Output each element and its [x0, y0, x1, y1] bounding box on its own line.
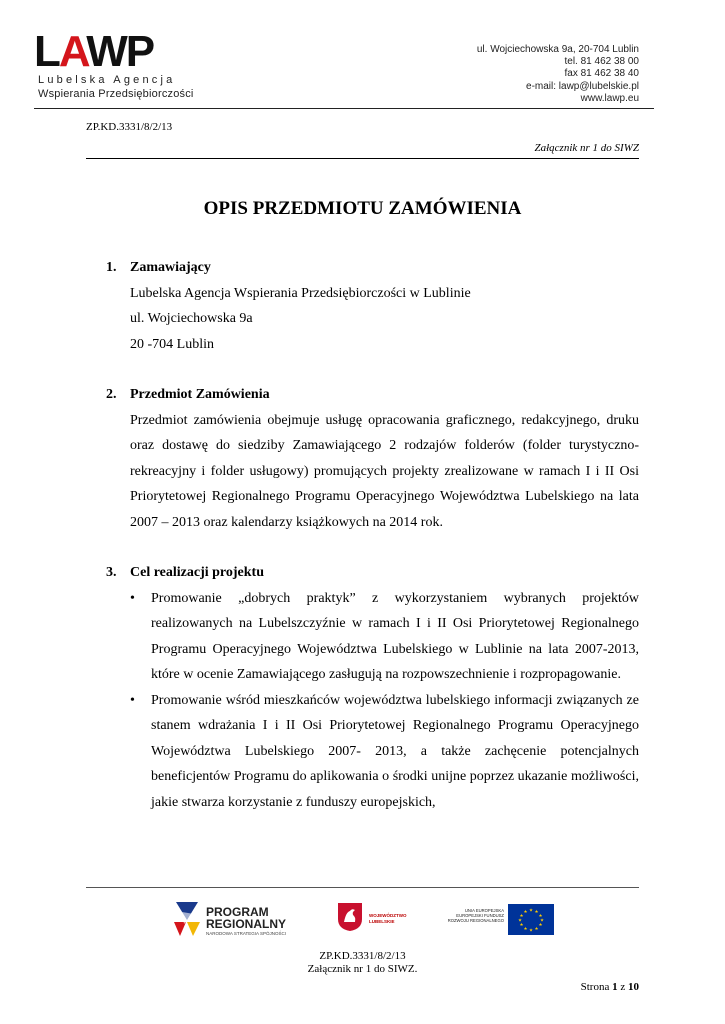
section-cel	[106, 560, 639, 815]
section-heading	[106, 382, 639, 408]
svg-text:★: ★	[534, 910, 539, 915]
annex-label: Załącznik nr 1 do SIWZ	[534, 142, 639, 154]
contact-phone: tel. 81 462 38 00	[564, 56, 639, 68]
logo-line-1: Lubelska Agencja	[38, 74, 176, 86]
page-current: 1	[612, 981, 618, 993]
footer-reference	[0, 950, 725, 976]
svg-text:★: ★	[517, 918, 523, 924]
contact-block	[477, 44, 639, 105]
section-title: Przedmiot Zamówienia	[130, 387, 270, 402]
list-item-text: Promowanie wśród mieszkańców województwa lubelskiego informacji związanych ze stanem wdrażania I i II Osi Priorytetowej Regionalnego Programu Operacyjnego Województwa Lubelskiego 2007- 2013, a także zachęcenie potencjalnych beneficjentów Programu do aplikowania o środki unijne poprzez ukazanie możliwości, jakie stwarza korzystanie z funduszy europejskich,	[151, 692, 639, 810]
text-line: ul. Wojciechowska 9a	[130, 311, 253, 326]
section-heading	[106, 255, 639, 281]
document-body	[106, 255, 639, 815]
svg-text:★: ★	[519, 914, 524, 919]
svg-text:★: ★	[519, 923, 524, 928]
section-zamawiajacy	[106, 255, 639, 357]
list-item	[130, 688, 639, 816]
program-regionalny-icon	[172, 900, 202, 938]
section-text	[130, 281, 639, 358]
section-number: 3.	[106, 565, 117, 580]
footer-divider	[86, 887, 639, 888]
wojewodztwo-text: WOJEWÓDZTWO LUBELSKIE	[369, 913, 407, 924]
section-title: Zamawiający	[130, 260, 211, 275]
section-przedmiot	[106, 382, 639, 535]
document-reference: ZP.KD.3331/8/2/13	[86, 121, 173, 133]
svg-text:★: ★	[534, 927, 539, 932]
contact-website[interactable]: www.lawp.eu	[580, 92, 639, 104]
bullet-list	[130, 586, 639, 816]
footer-annex: Załącznik nr 1 do SIWZ.	[307, 963, 418, 975]
svg-text:★: ★	[528, 928, 534, 934]
page-total: 10	[628, 981, 639, 993]
section-paragraph: Przedmiot zamówienia obejmuje usługę opracowania graficznego, redakcyjnego, druku oraz dostawę do siedziby Zamawiającego 2 rodzajów folderów (folder turystyczno-rekreacyjny i folder usługowy) promujących projekty zrealizowane w ramach I i II Osi Priorytetowej Regionalnego Programu Operacyjnego Województwa Lubelskiego na lata 2007 – 2013 oraz kalendarzy książkowych na 2014 rok.	[130, 412, 639, 530]
svg-text:★: ★	[538, 923, 543, 928]
page-number: Strona 1 z 10	[580, 981, 639, 993]
program-regionalny-line-2: REGIONALNY	[206, 917, 287, 931]
header-divider	[34, 108, 654, 109]
text-line: 20 -704 Lublin	[130, 336, 214, 352]
eu-fund-text: UNIA EUROPEJSKA EUROPEJSKI FUNDUSZ ROZWOJU REGIONALNEGO	[447, 908, 504, 924]
contact-address: ul. Wojciechowska 9a, 20-704 Lublin	[476, 44, 639, 55]
contact-email[interactable]: e-mail: lawp@lubelskie.pl	[526, 80, 639, 92]
program-regionalny-logo	[172, 900, 312, 940]
section-heading	[106, 560, 639, 586]
lawp-logo	[34, 27, 194, 102]
section-title: Cel realizacji projektu	[130, 565, 265, 580]
svg-text:★: ★	[539, 918, 545, 924]
logo-line-2: Wspierania Przedsiębiorczości	[38, 88, 194, 100]
svg-text:★: ★	[538, 914, 543, 919]
svg-text:★: ★	[523, 910, 528, 915]
coat-of-arms-icon	[337, 902, 363, 932]
annex-underline	[86, 158, 639, 159]
svg-text:★: ★	[523, 927, 528, 932]
bullet-icon: •	[130, 692, 135, 708]
section-number: 1.	[106, 260, 117, 275]
wojewodztwo-lubelskie-logo	[337, 902, 427, 936]
logo-wordmark: LAWP	[34, 27, 154, 76]
page-title: OPIS PRZEDMIOTU ZAMÓWIENIA	[203, 198, 522, 219]
eu-logo	[440, 904, 560, 938]
svg-text:★: ★	[528, 908, 534, 914]
funding-logos	[0, 896, 725, 940]
section-number: 2.	[106, 387, 117, 402]
program-regionalny-line-3: NARODOWA STRATEGIA SPÓJNOŚCI	[206, 931, 287, 936]
bullet-icon: •	[130, 590, 135, 606]
list-item-text: Promowanie „dobrych praktyk” z wykorzystaniem wybranych projektów realizowanych na Lubelszczyźnie w ramach I i II Osi Priorytetowej Regionalnego Programu Operacyjnego Województwa Lubelskiego w Lublinie na lata 2007-2013, które w ocenie Zamawiającego zasługują na rozpowszechnienie i rozpropagowanie.	[151, 590, 639, 682]
eu-flag-icon	[508, 904, 554, 935]
text-line: Lubelska Agencja Wspierania Przedsiębiorczości w Lublinie	[130, 285, 471, 301]
footer-doc-ref: ZP.KD.3331/8/2/13	[319, 950, 406, 962]
contact-fax: fax 81 462 38 40	[564, 68, 639, 80]
program-regionalny-line-1: PROGRAM	[206, 905, 269, 919]
list-item	[130, 586, 639, 688]
